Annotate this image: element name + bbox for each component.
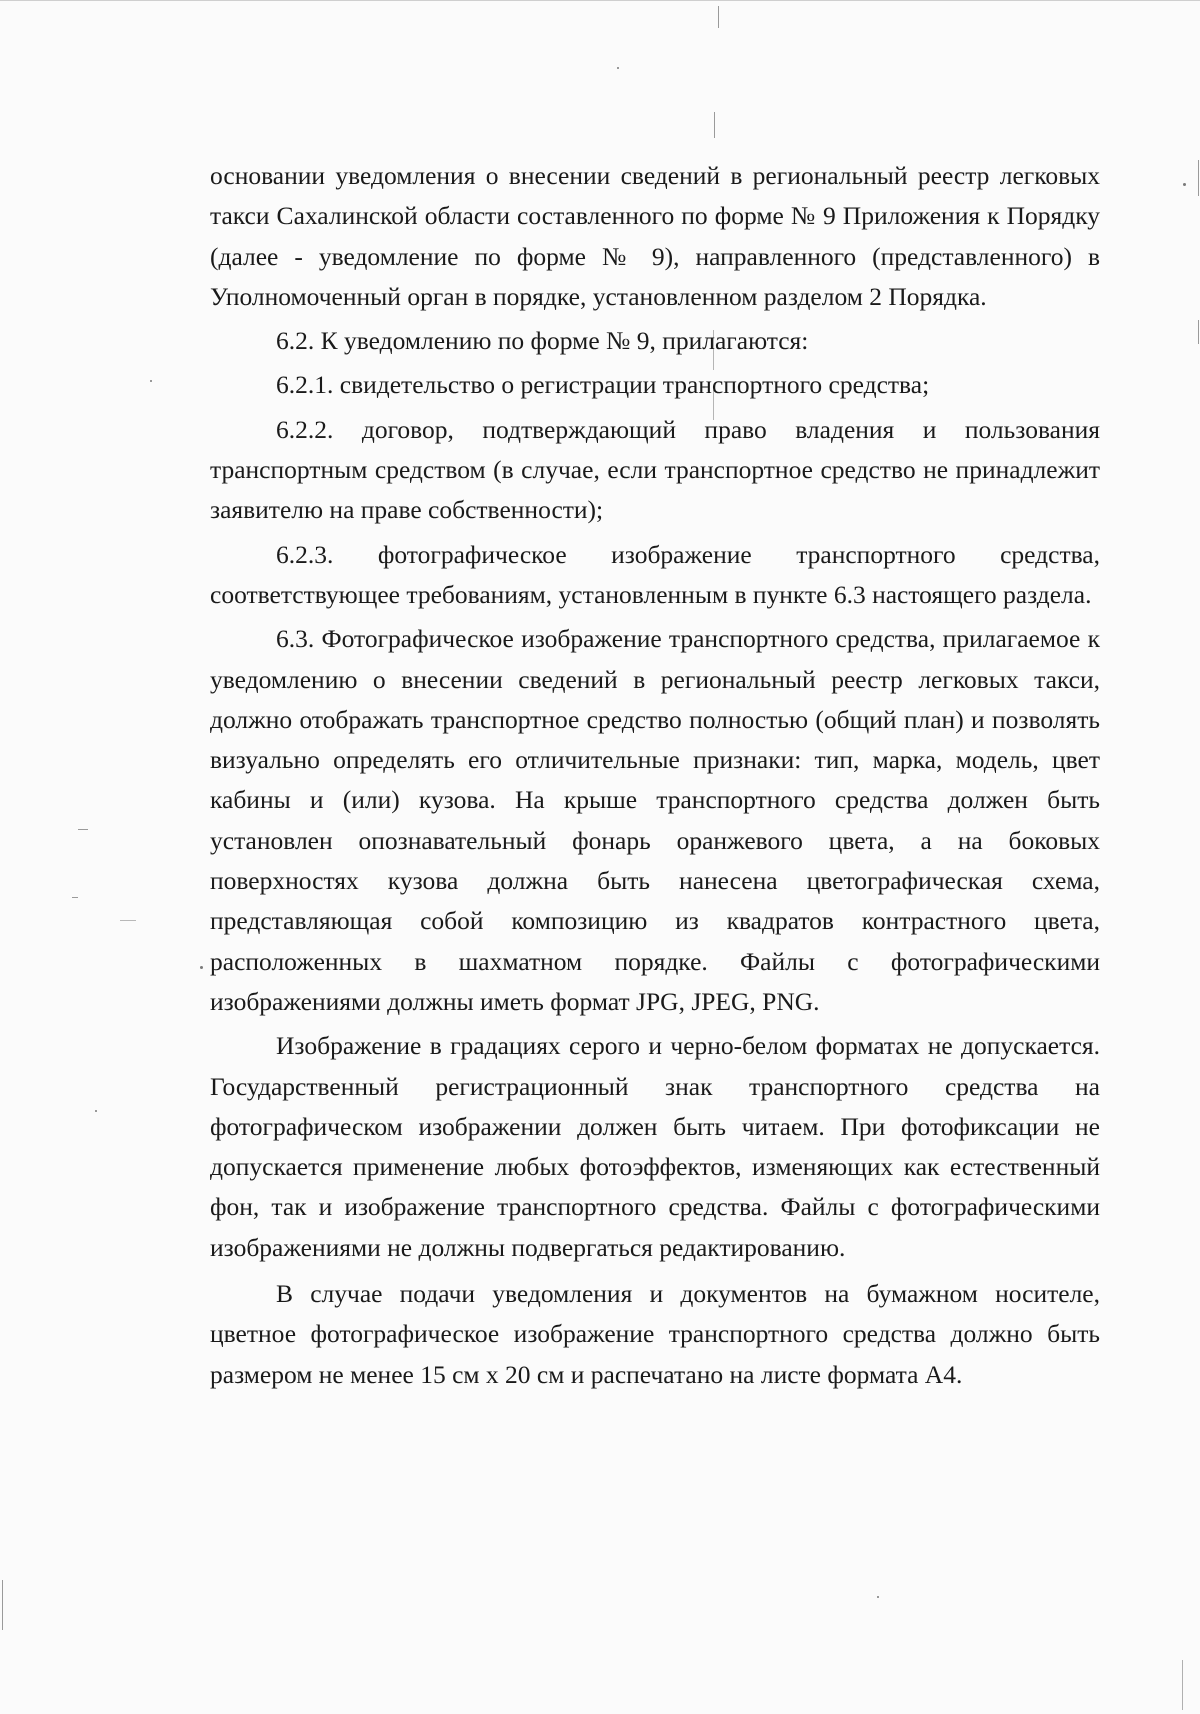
- document-body: [210, 156, 1100, 1395]
- paragraph-grayscale-rule: Изображение в градациях серого и черно-белом форматах не допускается. Государственный регистрационный знак транспортного средства на фотографическом изображении должен быть читаем. При фотофиксации не допускается применение любых фотоэффектов, изменяющих как естественный фон, так и изображение транспортного средства. Файлы с фотографическими изображениями не должны подвергаться редактированию.: [210, 1031, 1100, 1262]
- paragraph-continuation: основании уведомления о внесении сведений в региональный реестр легковых такси Сахалинской области составленного по форме № 9 Приложения к Порядку (далее - уведомление по форме № 9), направленного (представленного) в Уполномоченный орган в порядке, установленном разделом 2 Порядка.: [210, 161, 1100, 311]
- scan-speck: [150, 380, 152, 382]
- scan-speck: [617, 67, 619, 69]
- scan-artifact-edge: [1198, 320, 1199, 344]
- scan-speck: [95, 1110, 97, 1112]
- paragraph-6-2-1: 6.2.1. свидетельство о регистрации транспортного средства;: [276, 370, 930, 400]
- scan-speck: [1183, 183, 1186, 186]
- paragraph-6-2: 6.2. К уведомлению по форме № 9, прилагаются:: [276, 326, 809, 356]
- scan-artifact-dash: [120, 920, 136, 921]
- scan-speck: [200, 966, 203, 969]
- paragraph-6-2-2: 6.2.2. договор, подтверждающий право владения и пользования транспортным средством (в случае, если транспортное средство не принадлежит заявителю на праве собственности);: [210, 414, 1100, 525]
- scan-artifact-edge: [1198, 160, 1199, 196]
- scan-speck: [877, 1596, 879, 1598]
- scan-artifact-fold: [718, 6, 719, 28]
- paragraph-paper-submission: В случае подачи уведомления и документов на бумажном носителе, цветное фотографическое изображение транспортного средства должно быть размером не менее 15 см x 20 см и распечатано на листе формата А4.: [210, 1279, 1100, 1389]
- paragraph-6-3: 6.3. Фотографическое изображение транспортного средства, прилагаемое к уведомлению о внесении сведений в региональный реестр легковых такси, должно отображать транспортное средство полностью (общий план) и позволять визуально определять его отличительные признаки: тип, марка, модель, цвет кабины и (или) кузова. На крыше транспортного средства должен быть установлен опознавательный фонарь оранжевого цвета, а на боковых поверхностях кузова должна быть нанесена цветографическая схема, представляющая собой композицию из квадратов контрастного цвета, расположенных в шахматном порядке. Файлы с фотографическими изображениями должны иметь формат JPG, JPEG, PNG.: [210, 624, 1100, 1016]
- scan-artifact-dash: [78, 829, 88, 830]
- scan-artifact-fold: [714, 112, 715, 138]
- scan-artifact-top: [0, 0, 1200, 1]
- scan-artifact-dash: [72, 897, 78, 898]
- paragraph-6-2-3: 6.2.3. фотографическое изображение транспортного средства, соответствующее требованиям, установленным в пункте 6.3 настоящего раздела.: [210, 539, 1100, 609]
- scan-artifact-edge: [1182, 1660, 1183, 1710]
- scan-artifact-edge: [2, 1580, 3, 1630]
